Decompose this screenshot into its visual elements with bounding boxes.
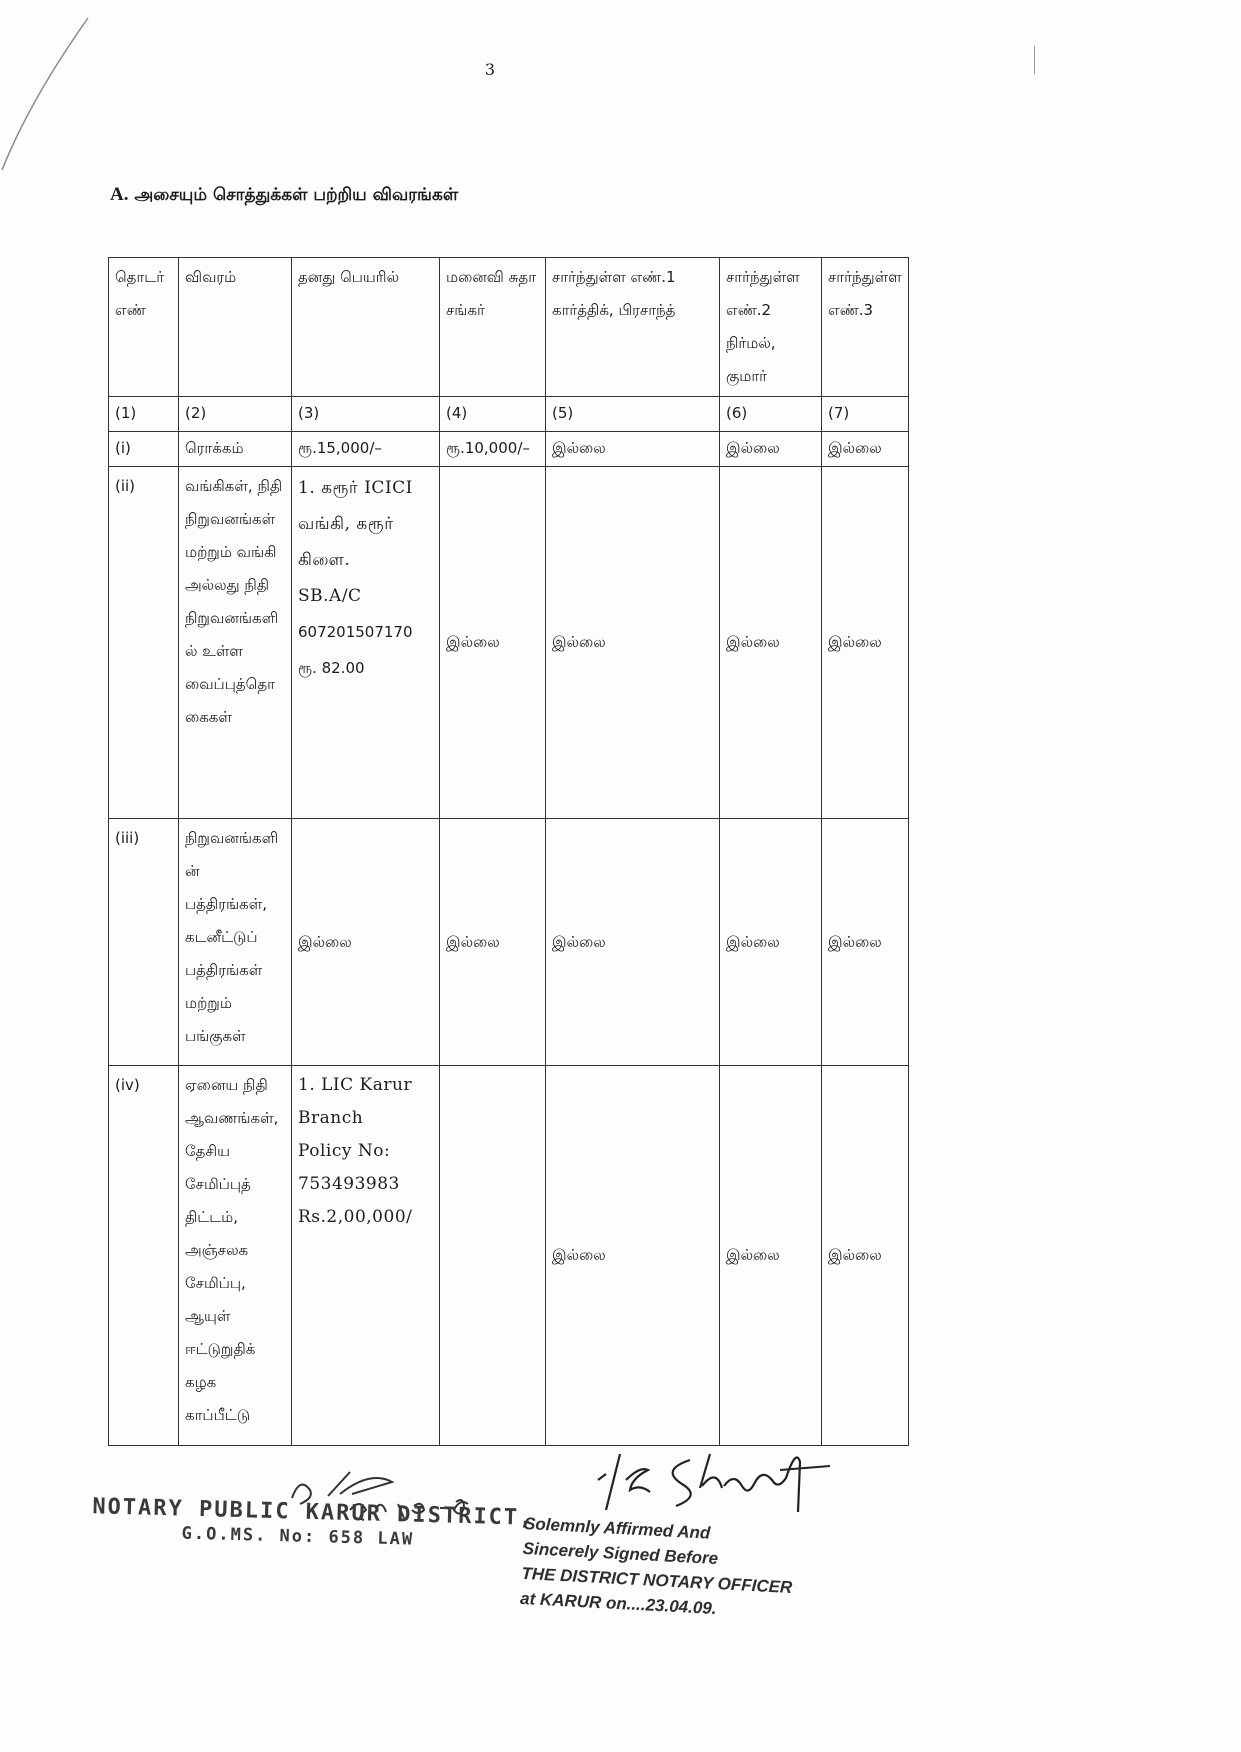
row-dependent-2-value: இல்லை xyxy=(720,819,822,1066)
row-spouse-value: ரூ.10,000/– xyxy=(440,432,546,467)
row-self-value: இல்லை xyxy=(292,819,440,1066)
row-dependent-2-value: இல்லை xyxy=(720,432,822,467)
colnum-7: (7) xyxy=(822,397,909,432)
colnum-4: (4) xyxy=(440,397,546,432)
column-number-row xyxy=(109,397,909,432)
section-heading xyxy=(110,184,458,207)
policy-insurer: 1. LIC Karur Branch xyxy=(298,1075,413,1128)
section-title: அசையும் சொத்துக்கள் பற்றிய விவரங்கள் xyxy=(134,185,459,205)
table-row xyxy=(109,467,909,819)
colnum-2: (2) xyxy=(179,397,292,432)
row-spouse-value: இல்லை xyxy=(440,819,546,1066)
row-dependent-3-value: இல்லை xyxy=(822,467,909,819)
row-description: நிறுவனங்களின் பத்திரங்கள், கடனீட்டுப் பத்திரங்கள் மற்றும் பங்குகள் xyxy=(179,819,292,1066)
row-sno: (ii) xyxy=(109,467,179,819)
policy-amount: Rs.2,00,000/ xyxy=(298,1207,413,1227)
notary-stamp-title: NOTARY PUBLIC KARUR DISTRICT, xyxy=(92,1494,535,1531)
account-balance: ரூ. 82.00 xyxy=(298,659,365,677)
row-dependent-1-value: இல்லை xyxy=(546,432,720,467)
row-description: ரொக்கம் xyxy=(179,432,292,467)
row-sno: (i) xyxy=(109,432,179,467)
row-description: வங்கிகள், நிதி நிறுவனங்கள் மற்றும் வங்கி அல்லது நிதி நிறுவனங்களில் உள்ள வைப்புத்தொகைகள் xyxy=(179,467,292,819)
row-dependent-1-value: இல்லை xyxy=(546,819,720,1066)
table-row xyxy=(109,819,909,1066)
deponent-signature xyxy=(590,1440,850,1520)
scan-edge-mark xyxy=(0,0,120,200)
row-spouse-value xyxy=(440,1066,546,1446)
row-sno: (iv) xyxy=(109,1066,179,1446)
header-spouse: மனைவி சுதா சங்கர் xyxy=(440,258,546,397)
row-dependent-3-value: இல்லை xyxy=(822,819,909,1066)
row-dependent-1-value: இல்லை xyxy=(546,467,720,819)
page-number: 3 xyxy=(484,60,496,79)
table-row xyxy=(109,432,909,467)
row-dependent-2-value: இல்லை xyxy=(720,467,822,819)
row-dependent-3-value: இல்லை xyxy=(822,1066,909,1446)
header-dependent-2: சார்ந்துள்ள எண்.2 நிர்மல், குமார் xyxy=(720,258,822,397)
row-spouse-value: இல்லை xyxy=(440,467,546,819)
policy-number: 753493983 xyxy=(298,1174,400,1194)
colnum-6: (6) xyxy=(720,397,822,432)
row-description: ஏனைய நிதி ஆவணங்கள், தேசிய சேமிப்புத் திட்டம், அஞ்சலக சேமிப்பு, ஆயுள் ஈட்டுறுதிக் கழக காப்பீட்டு xyxy=(179,1066,292,1446)
row-self-value xyxy=(292,467,440,819)
table-header-row xyxy=(109,258,909,397)
movable-assets-table xyxy=(108,257,909,1446)
affirmation-line-4: at KARUR on....23.04.09. xyxy=(519,1588,717,1619)
scan-margin-mark xyxy=(1034,46,1035,74)
row-self-value xyxy=(292,1066,440,1446)
row-dependent-3-value: இல்லை xyxy=(822,432,909,467)
header-sno: தொடர் எண் xyxy=(109,258,179,397)
affirmation-stamp xyxy=(520,1511,796,1625)
policy-label: Policy No: xyxy=(298,1141,391,1161)
row-sno: (iii) xyxy=(109,819,179,1066)
notary-stamp-order: G.O.MS. No: 658 LAW xyxy=(181,1523,415,1550)
header-self: தனது பெயரில் xyxy=(292,258,440,397)
header-dependent-3: சார்ந்துள்ள எண்.3 xyxy=(822,258,909,397)
bank-name: 1. கரூர் ICICI வங்கி, கரூர் கிளை. xyxy=(298,478,413,570)
affirmation-line-1: Solemnly Affirmed And xyxy=(523,1513,711,1543)
section-letter: A. xyxy=(110,184,129,205)
account-type: SB.A/C xyxy=(298,586,362,606)
colnum-3: (3) xyxy=(292,397,440,432)
table-row xyxy=(109,1066,909,1446)
row-dependent-1-value: இல்லை xyxy=(546,1066,720,1446)
header-description: விவரம் xyxy=(179,258,292,397)
row-dependent-2-value: இல்லை xyxy=(720,1066,822,1446)
account-number: 607201507170 xyxy=(298,623,413,641)
colnum-1: (1) xyxy=(109,397,179,432)
colnum-5: (5) xyxy=(546,397,720,432)
affirmation-line-2: Sincerely Signed Before xyxy=(522,1538,719,1569)
header-dependent-1: சார்ந்துள்ள எண்.1 கார்த்திக், பிரசாந்த் xyxy=(546,258,720,397)
affirmation-line-3: THE DISTRICT NOTARY OFFICER xyxy=(521,1563,793,1598)
row-self-value: ரூ.15,000/– xyxy=(292,432,440,467)
